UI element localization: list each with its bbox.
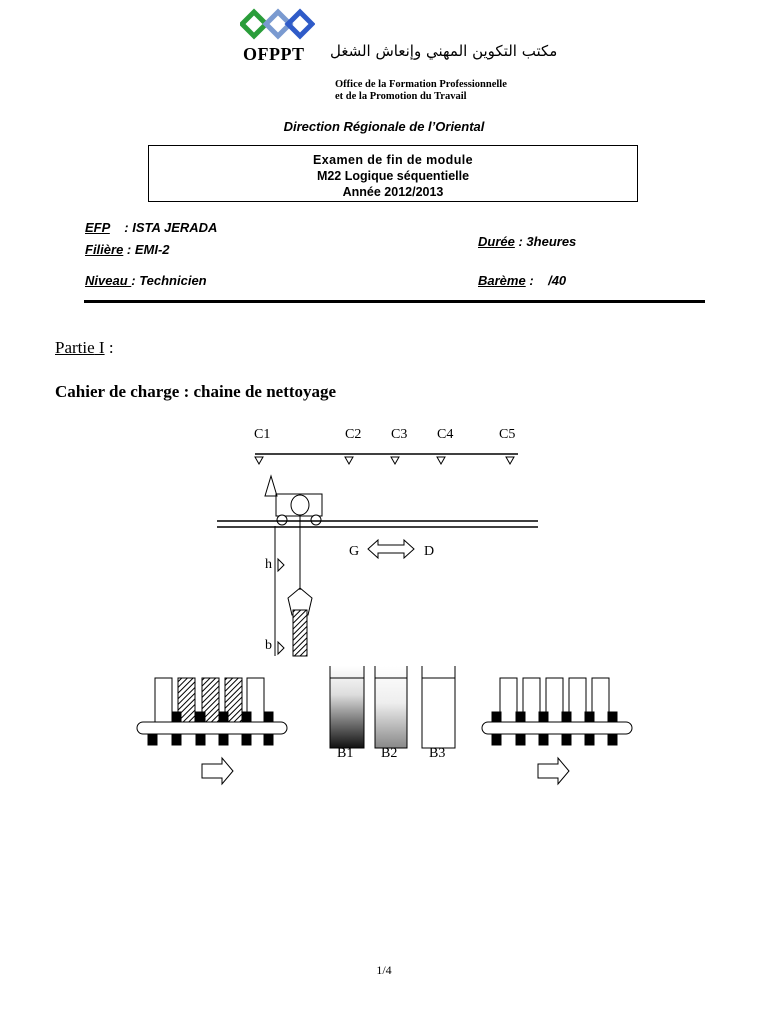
duree-label: Durée xyxy=(478,234,515,249)
efp-line xyxy=(85,220,217,235)
height-sensor-h xyxy=(278,559,284,571)
cleaning-line-diagram xyxy=(130,418,640,793)
part-heading xyxy=(55,338,114,358)
height-sensor-b xyxy=(278,642,284,654)
exam-title: Examen de fin de module xyxy=(313,153,473,167)
held-piece xyxy=(293,610,307,656)
part-label: Partie xyxy=(55,338,95,357)
office-name-line1: Office de la Formation Professionnelle xyxy=(335,79,507,90)
bath-label-b3: B3 xyxy=(429,746,446,761)
double-arrow-icon xyxy=(368,540,414,558)
direction-label-left: G xyxy=(349,544,360,559)
arabic-organization-name: مكتب التكوين المهني وإنعاش الشغل xyxy=(330,42,558,60)
efp-value: : ISTA JERADA xyxy=(109,220,218,235)
niveau-value: : Technicien xyxy=(131,273,207,288)
height-label-b: b xyxy=(265,638,272,653)
right-conveyor-arrow-icon xyxy=(538,758,569,784)
filiere-value: : EMI-2 xyxy=(123,242,170,257)
sensor-markers xyxy=(255,457,514,464)
bareme-value: : /40 xyxy=(525,273,567,288)
sensor-label-c3: C3 xyxy=(391,427,408,442)
sensor-label-c1: C1 xyxy=(254,427,271,442)
bareme-label: Barème xyxy=(478,273,526,288)
header-divider xyxy=(84,300,705,303)
filiere-label: Filière xyxy=(85,242,124,257)
bareme-line xyxy=(478,273,566,288)
specification-heading xyxy=(55,382,336,402)
trolley xyxy=(265,476,322,525)
office-name-line2: et de la Promotion du Travail xyxy=(335,91,467,102)
bath-label-b2: B2 xyxy=(381,746,398,761)
baths xyxy=(330,666,455,748)
sensor-label-c5: C5 xyxy=(499,427,516,442)
specification-value: : chaine de nettoyage xyxy=(179,382,337,401)
module-name: M22 Logique séquentielle xyxy=(316,169,470,183)
duree-line xyxy=(478,234,576,249)
left-conveyor xyxy=(137,678,287,745)
duree-value: : 3heures xyxy=(514,234,577,249)
exam-title-box xyxy=(148,145,638,202)
academic-year: Année 2012/2013 xyxy=(342,185,444,199)
part-suffix: : xyxy=(104,338,114,357)
regional-direction: Direction Régionale de l’Oriental xyxy=(283,119,485,134)
specification-label: Cahier de charge xyxy=(55,382,180,401)
direction-label-right: D xyxy=(424,544,435,559)
bath-label-b1: B1 xyxy=(337,746,354,761)
sensor-label-c4: C4 xyxy=(437,427,454,442)
sensor-label-c2: C2 xyxy=(345,427,362,442)
left-conveyor-arrow-icon xyxy=(202,758,233,784)
right-conveyor xyxy=(482,678,632,745)
ofppt-logo-icon xyxy=(240,8,315,44)
part-number: I xyxy=(94,338,105,357)
filiere-line xyxy=(85,242,170,257)
logo-text: OFPPT xyxy=(243,44,305,64)
height-label-h: h xyxy=(265,557,272,572)
page-number: 1/4 xyxy=(376,963,392,977)
niveau-line xyxy=(85,273,207,288)
niveau-label: Niveau xyxy=(85,273,132,288)
efp-label: EFP xyxy=(85,220,110,235)
